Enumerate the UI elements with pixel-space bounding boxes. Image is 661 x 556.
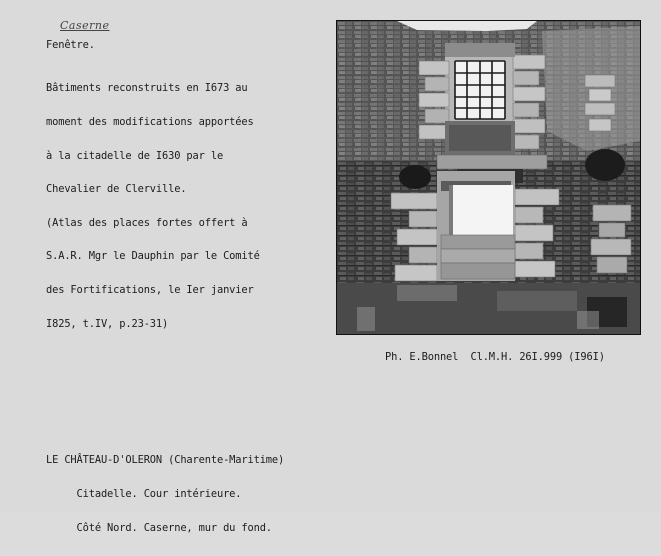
caption-line: Citadelle. Cour intérieure. xyxy=(46,488,242,501)
card-heading: Fenêtre. xyxy=(46,39,95,51)
photo-credit: Ph. E.Bonnel Cl.M.H. 26I.999 (I96I) xyxy=(385,351,605,363)
description-line: à la citadelle de I630 par le xyxy=(46,149,224,162)
description-line: moment des modifications apportées xyxy=(46,116,254,129)
window-photo xyxy=(336,20,641,335)
description-line: S.A.R. Mgr le Dauphin par le Comité xyxy=(46,250,260,263)
description-line: Chevalier de Clerville. xyxy=(46,183,187,196)
description-line: (Atlas des places fortes offert à xyxy=(46,216,248,229)
description-line: I825, t.IV, p.23-31) xyxy=(46,317,169,330)
caption-line: LE CHÂTEAU-D'OLERON (Charente-Maritime) xyxy=(46,454,285,467)
description-line: des Fortifications, le Ier janvier xyxy=(46,284,254,297)
description-line: Bâtiments reconstruits en I673 au xyxy=(46,82,248,95)
caption-line: Côté Nord. Caserne, mur du fond. xyxy=(46,521,272,534)
caption-block xyxy=(46,433,284,556)
description-block xyxy=(46,61,260,352)
handwritten-label: Caserne xyxy=(60,19,110,32)
